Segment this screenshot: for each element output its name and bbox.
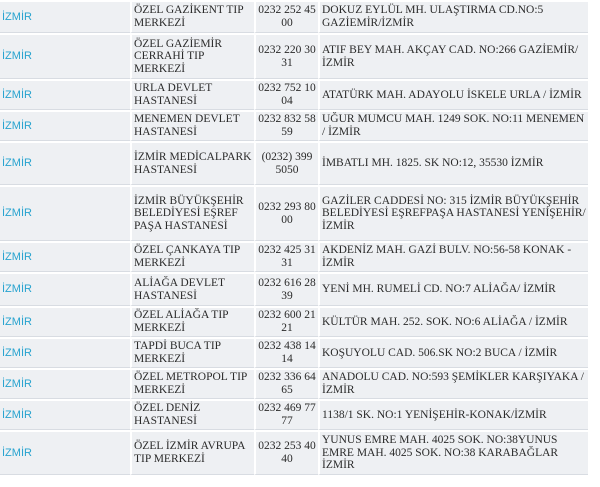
hospital-name-cell: ÖZEL GAZİEMİR CERRAHİ TIP MERKEZİ bbox=[130, 35, 254, 79]
table-row bbox=[0, 143, 588, 185]
hospital-name-cell: ALİAĞA DEVLET HASTANESİ bbox=[130, 274, 254, 306]
hospital-name-cell: ÖZEL METROPOL TIP MERKEZİ bbox=[130, 370, 254, 399]
city-cell: İZMİR bbox=[0, 401, 130, 430]
city-cell: İZMİR bbox=[0, 81, 130, 110]
city-cell: İZMİR bbox=[0, 432, 130, 475]
address-cell: GAZİLER CADDESİ NO: 315 İZMİR BÜYÜKŞEHİR BELEDİYESİ EŞREFPAŞA HASTANESİ YENİŞEHİR/İZMİR bbox=[318, 187, 588, 241]
phone-cell: (0232) 399 5050 bbox=[254, 143, 318, 185]
city-cell: İZMİR bbox=[0, 112, 130, 141]
address-cell: YUNUS EMRE MAH. 4025 SOK. NO:38YUNUS EMRE MAH. 4025 SOK. NO:38 KARABAĞLAR İZMİR bbox=[318, 432, 588, 475]
phone-cell: 0232 832 58 59 bbox=[254, 112, 318, 141]
address-cell: KOŞUYOLU CAD. 506.SK NO:2 BUCA / İZMİR bbox=[318, 339, 588, 368]
phone-cell: 0232 616 28 39 bbox=[254, 274, 318, 306]
hospital-name-cell: İZMİR BÜYÜKŞEHİR BELEDİYESİ EŞREF PAŞA HASTANESİ bbox=[130, 187, 254, 241]
table-row bbox=[0, 112, 588, 141]
phone-cell: 0232 253 40 40 bbox=[254, 432, 318, 475]
address-cell: ANADOLU CAD. NO:593 ŞEMİKLER KARŞIYAKA / İZMİR bbox=[318, 370, 588, 399]
table-row bbox=[0, 243, 588, 272]
hospital-name-cell: ÖZEL İZMİR AVRUPA TIP MERKEZİ bbox=[130, 432, 254, 475]
city-cell: İZMİR bbox=[0, 35, 130, 79]
table-row bbox=[0, 339, 588, 368]
phone-cell: 0232 336 64 65 bbox=[254, 370, 318, 399]
table-row bbox=[0, 35, 588, 79]
address-cell: YENİ MH. RUMELİ CD. NO:7 ALİAĞA/ İZMİR bbox=[318, 274, 588, 306]
city-cell: İZMİR bbox=[0, 187, 130, 241]
table-row bbox=[0, 274, 588, 306]
hospital-name-cell: ÖZEL ALİAĞA TIP MERKEZİ bbox=[130, 308, 254, 337]
table-row bbox=[0, 370, 588, 399]
address-cell: İMBATLI MH. 1825. SK NO:12, 35530 İZMİR bbox=[318, 143, 588, 185]
phone-cell: 0232 425 31 31 bbox=[254, 243, 318, 272]
phone-cell: 0232 293 80 00 bbox=[254, 187, 318, 241]
phone-cell: 0232 469 77 77 bbox=[254, 401, 318, 430]
table-row bbox=[0, 2, 588, 33]
hospital-name-cell: İZMİR MEDİCALPARK HASTANESİ bbox=[130, 143, 254, 185]
hospital-name-cell: MENEMEN DEVLET HASTANESİ bbox=[130, 112, 254, 141]
hospital-name-cell: URLA DEVLET HASTANESİ bbox=[130, 81, 254, 110]
table-row bbox=[0, 81, 588, 110]
hospital-name-cell: TAPDİ BUCA TIP MERKEZİ bbox=[130, 339, 254, 368]
table-row bbox=[0, 432, 588, 475]
table-row bbox=[0, 187, 588, 241]
city-cell: İZMİR bbox=[0, 143, 130, 185]
table-row bbox=[0, 401, 588, 430]
city-cell: İZMİR bbox=[0, 274, 130, 306]
address-cell: ATIF BEY MAH. AKÇAY CAD. NO:266 GAZİEMİR/İZMİR bbox=[318, 35, 588, 79]
address-cell: ATATÜRK MAH. ADAYOLU İSKELE URLA / İZMİR bbox=[318, 81, 588, 110]
city-cell: İZMİR bbox=[0, 370, 130, 399]
phone-cell: 0232 220 30 31 bbox=[254, 35, 318, 79]
address-cell: UĞUR MUMCU MAH. 1249 SOK. NO:11 MENEMEN / İZMİR bbox=[318, 112, 588, 141]
city-cell: İZMİR bbox=[0, 308, 130, 337]
phone-cell: 0232 438 14 14 bbox=[254, 339, 318, 368]
phone-cell: 0232 600 21 21 bbox=[254, 308, 318, 337]
hospital-name-cell: ÖZEL DENİZ HASTANESİ bbox=[130, 401, 254, 430]
address-cell: KÜLTÜR MAH. 252. SOK. NO:6 ALİAĞA / İZMİR bbox=[318, 308, 588, 337]
hospital-name-cell: ÖZEL GAZİKENT TIP MERKEZİ bbox=[130, 2, 254, 33]
right-margin bbox=[588, 0, 600, 487]
address-cell: DOKUZ EYLÜL MH. ULAŞTIRMA CD.NO:5 GAZİEMİR/İZMİR bbox=[318, 2, 588, 33]
city-cell: İZMİR bbox=[0, 339, 130, 368]
address-cell: 1138/1 SK. NO:1 YENİŞEHİR-KONAK/İZMİR bbox=[318, 401, 588, 430]
phone-cell: 0232 252 45 00 bbox=[254, 2, 318, 33]
table-row bbox=[0, 308, 588, 337]
hospital-name-cell: ÖZEL ÇANKAYA TIP MERKEZİ bbox=[130, 243, 254, 272]
city-cell: İZMİR bbox=[0, 2, 130, 33]
hospital-table-body bbox=[0, 2, 588, 475]
phone-cell: 0232 752 10 04 bbox=[254, 81, 318, 110]
city-cell: İZMİR bbox=[0, 243, 130, 272]
address-cell: AKDENİZ MAH. GAZİ BULV. NO:56-58 KONAK - İZMİR bbox=[318, 243, 588, 272]
